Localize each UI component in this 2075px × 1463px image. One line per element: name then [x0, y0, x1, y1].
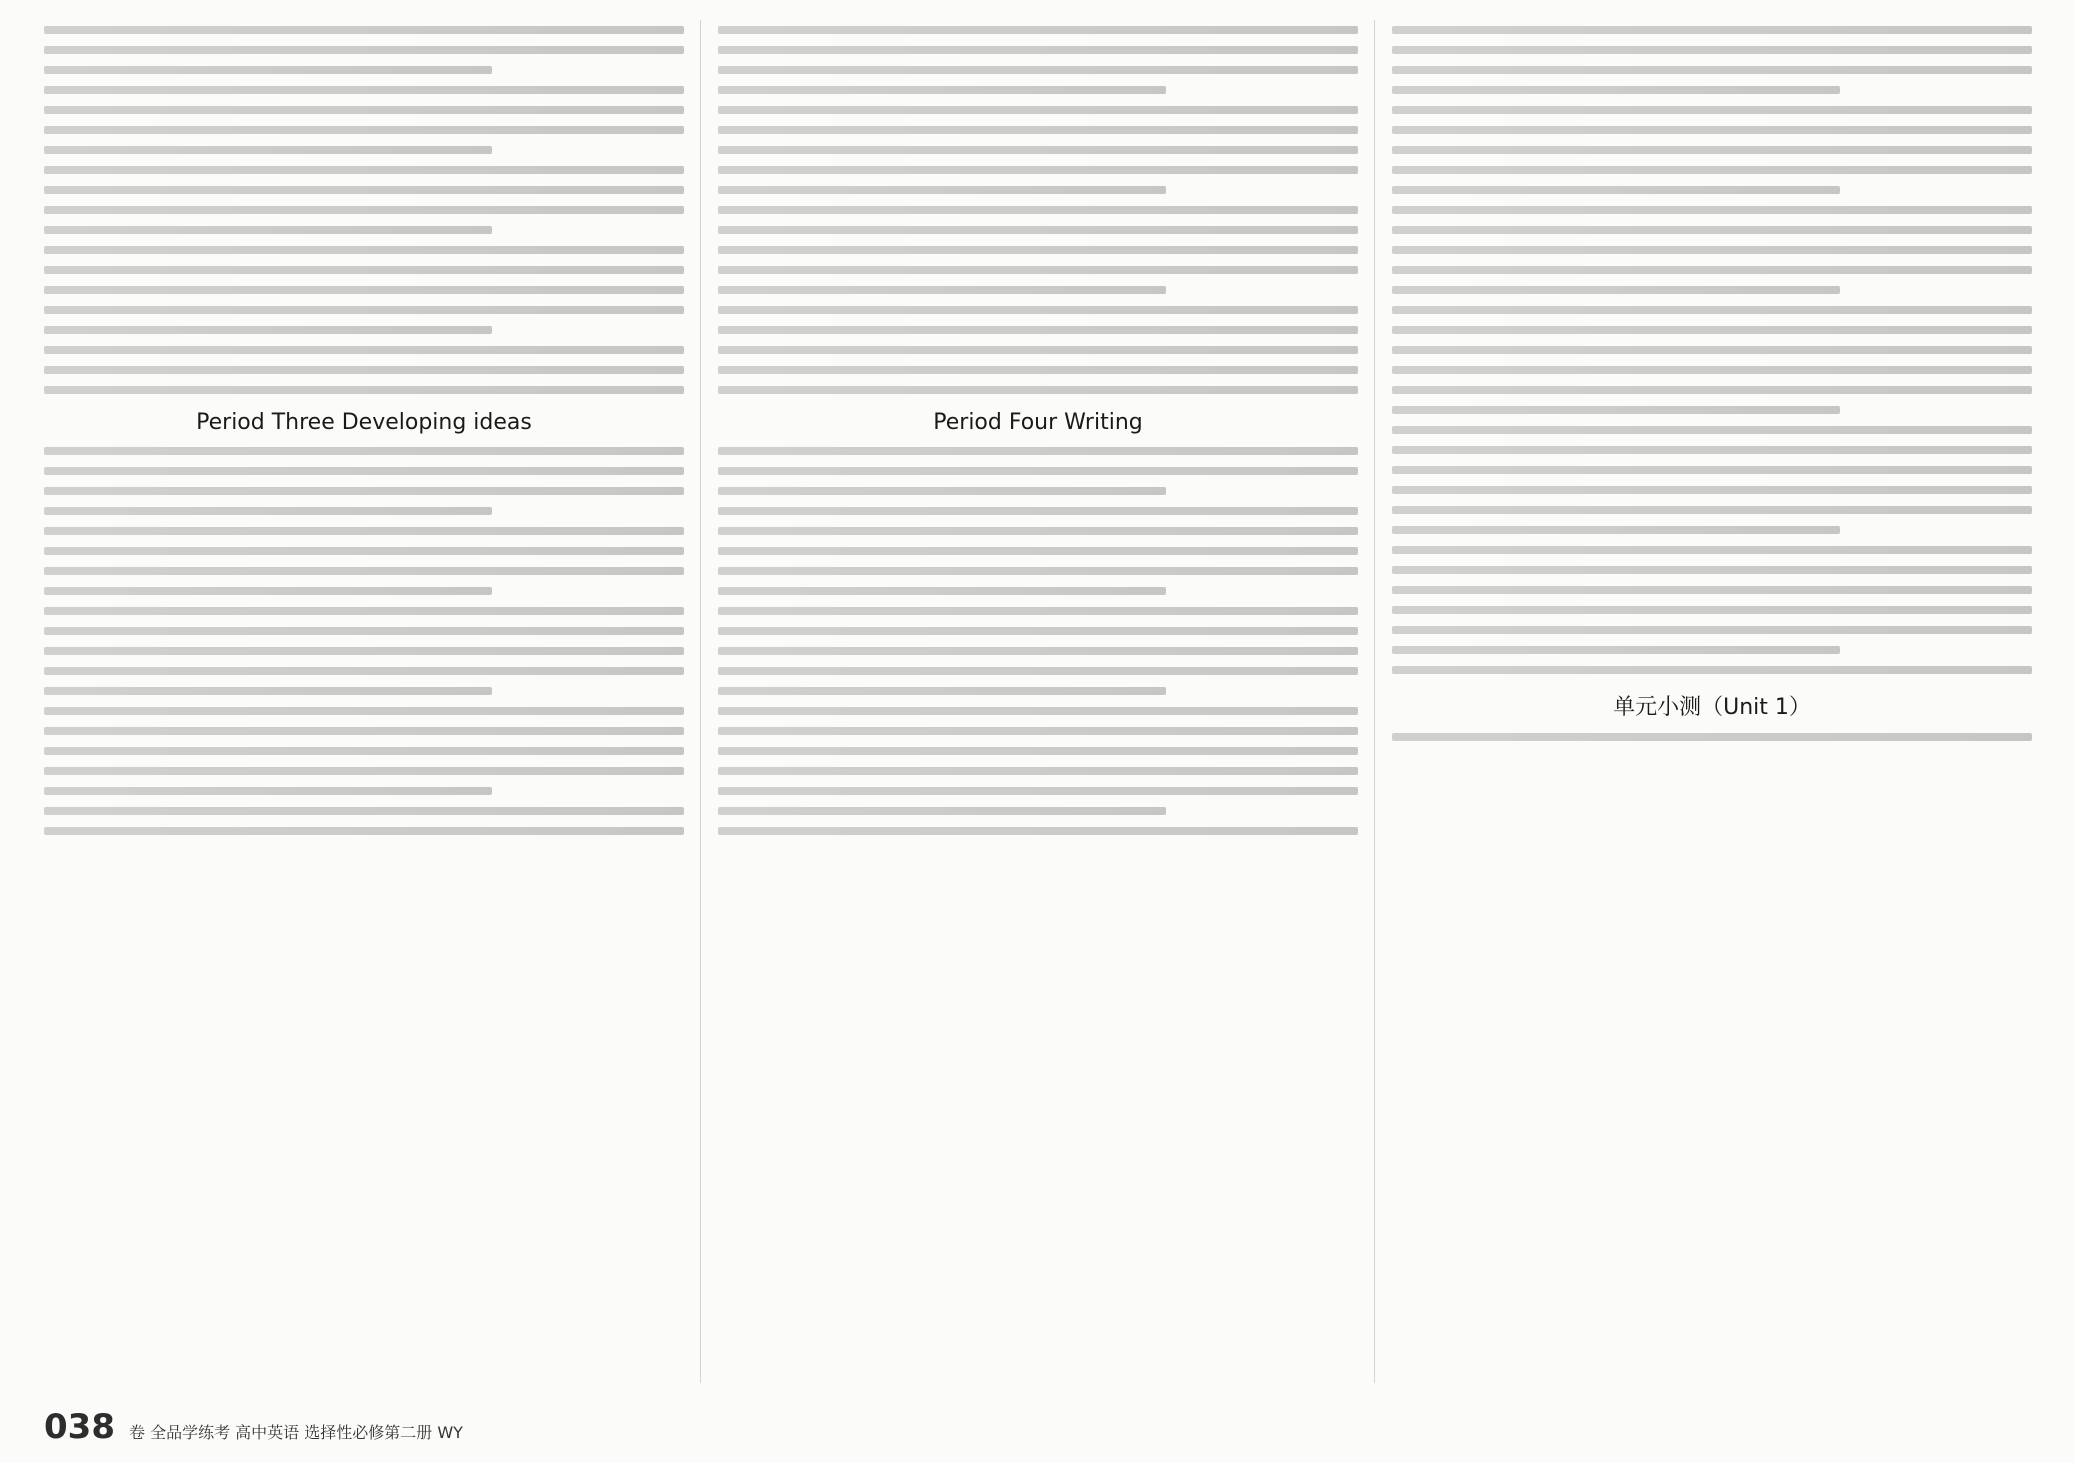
heading-unit-test: 单元小测（Unit 1） — [1613, 695, 1811, 720]
book-info: 卷 全品学练考 高中英语 选择性必修第二册 WY — [128, 1423, 463, 1442]
column-divider — [1374, 20, 1375, 1383]
column-left — [44, 14, 684, 1403]
page-number: 038 — [44, 1407, 115, 1447]
column-right — [1392, 14, 2032, 1403]
page-footer — [44, 1407, 2031, 1447]
column-divider — [700, 20, 701, 1383]
column-middle — [718, 14, 1358, 1403]
heading-period-four: Period Four Writing — [933, 410, 1143, 435]
heading-period-three: Period Three Developing ideas — [196, 410, 532, 435]
